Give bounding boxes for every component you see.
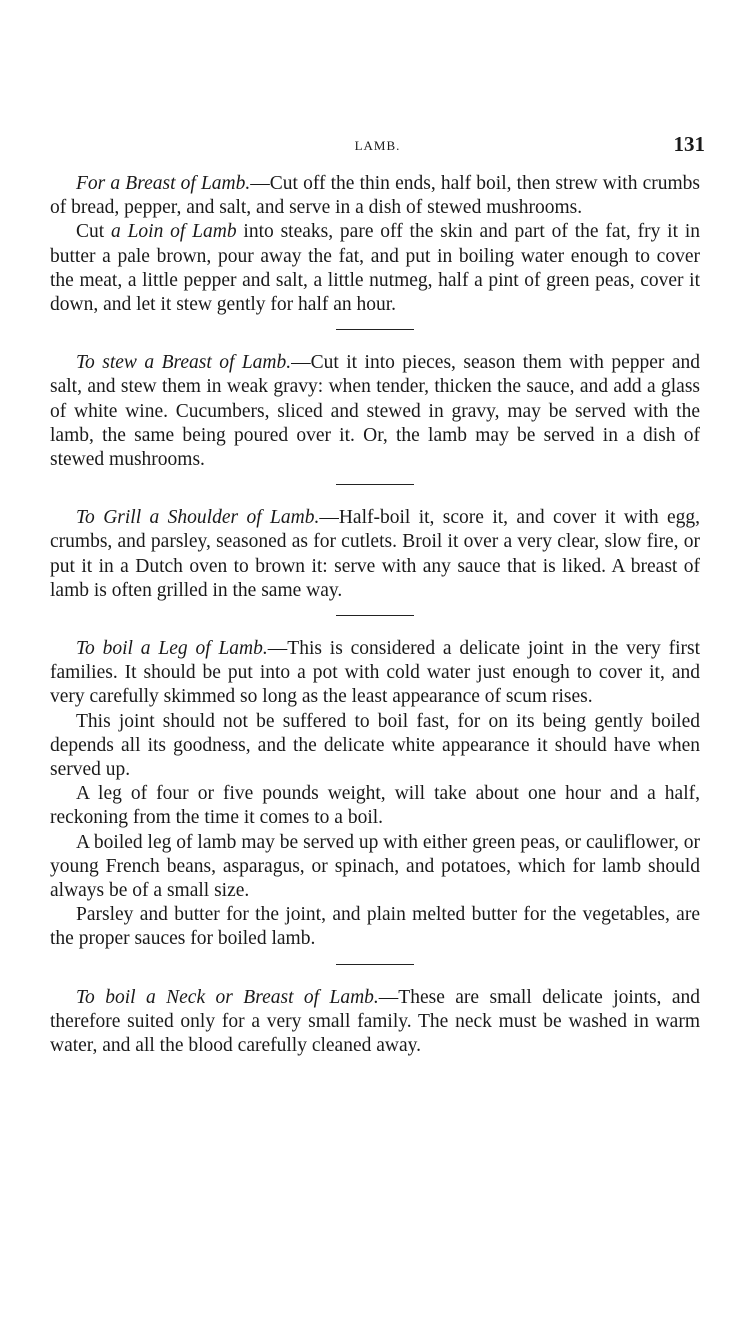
- recipe-section: [50, 986, 700, 1059]
- recipe-title: a Loin of Lamb: [111, 221, 237, 243]
- paragraph-text: —Cut off the thin ends, half boil, then strew with crumbs of bread, pepper, and salt, and serve in a dish of stewed mushrooms.: [50, 173, 700, 219]
- paragraph: [50, 710, 700, 783]
- recipe-section: [50, 172, 700, 317]
- recipe-section: [50, 506, 700, 603]
- recipe-title: To Grill a Shoulder of Lamb.: [76, 507, 320, 529]
- running-title: LAMB.: [354, 138, 401, 153]
- recipe-title: To boil a Leg of Lamb.: [76, 638, 268, 660]
- paragraph: [50, 506, 700, 603]
- paragraph-text: —Half-boil it, score it, and cover it with egg, crumbs, and parsley, seasoned as for cutlets. Broil it over a very clear, slow fire, or put it in a Dutch oven to brown it: serve with any sauce that is liked. A breast of lamb is often grilled in the same way.: [50, 507, 700, 601]
- section-divider: [336, 329, 414, 330]
- recipe-text: [50, 172, 700, 1058]
- running-head: [50, 132, 705, 158]
- paragraph: [50, 903, 700, 951]
- paragraph: [50, 637, 700, 710]
- recipe-title: To boil a Neck or Breast of Lamb.: [76, 986, 379, 1008]
- paragraph: [50, 831, 700, 904]
- paragraph-text: —Cut it into pieces, season them with pepper and salt, and stew them in weak gravy: when tender, thicken the sauce, and add a glass of white wine. Cucumbers, sliced and stewed in gravy, may be served with the lamb, the same being poured over it. Or, the lamb may be served in a dish of stewed mushrooms.: [50, 352, 700, 471]
- section-divider: [336, 484, 414, 485]
- paragraph-text: —This is considered a delicate joint in the very first families. It should be put into a pot with cold water just enough to cover it, and very carefully skimmed so long as the least appearance of scum rises.: [50, 638, 700, 708]
- recipe-title: For a Breast of Lamb.: [76, 173, 251, 194]
- paragraph: [50, 782, 700, 830]
- paragraph: [50, 220, 700, 317]
- paragraph: [50, 351, 700, 472]
- section-divider: [336, 964, 414, 965]
- paragraph-text: Parsley and butter for the joint, and plain melted butter for the vegetables, are the proper sauces for boiled lamb.: [50, 904, 700, 950]
- paragraph-text: Cut: [76, 221, 111, 243]
- paragraph-text: This joint should not be suffered to boil fast, for on its being gently boiled depends all its goodness, and the delicate white appearance it should have when served up.: [50, 710, 700, 781]
- paragraph: [50, 986, 700, 1059]
- recipe-section: [50, 637, 700, 952]
- paragraph-text: A leg of four or five pounds weight, will take about one hour and a half, reckoning from the time it comes to a boil.: [50, 783, 700, 829]
- page-number: 131: [673, 132, 705, 156]
- paragraph-text: A boiled leg of lamb may be served up with either green peas, or cauliflower, or young French beans, asparagus, or spinach, and potatoes, which for lamb should always be of a small size.: [50, 831, 700, 902]
- paragraph-text: —These are small delicate joints, and therefore suited only for a very small family. The neck must be washed in warm water, and all the blood carefully cleaned away.: [50, 986, 700, 1057]
- paragraph-text: into steaks, pare off the skin and part of the fat, fry it in butter a pale brown, pour away the fat, and put in boiling water enough to cover the meat, a little pepper and salt, a little nutmeg, half a pint of green peas, cover it down, and let it stew gently for half an hour.: [50, 221, 700, 316]
- section-divider: [336, 615, 414, 616]
- recipe-section: [50, 351, 700, 472]
- paragraph: [50, 172, 700, 220]
- recipe-title: To stew a Breast of Lamb.: [76, 352, 292, 374]
